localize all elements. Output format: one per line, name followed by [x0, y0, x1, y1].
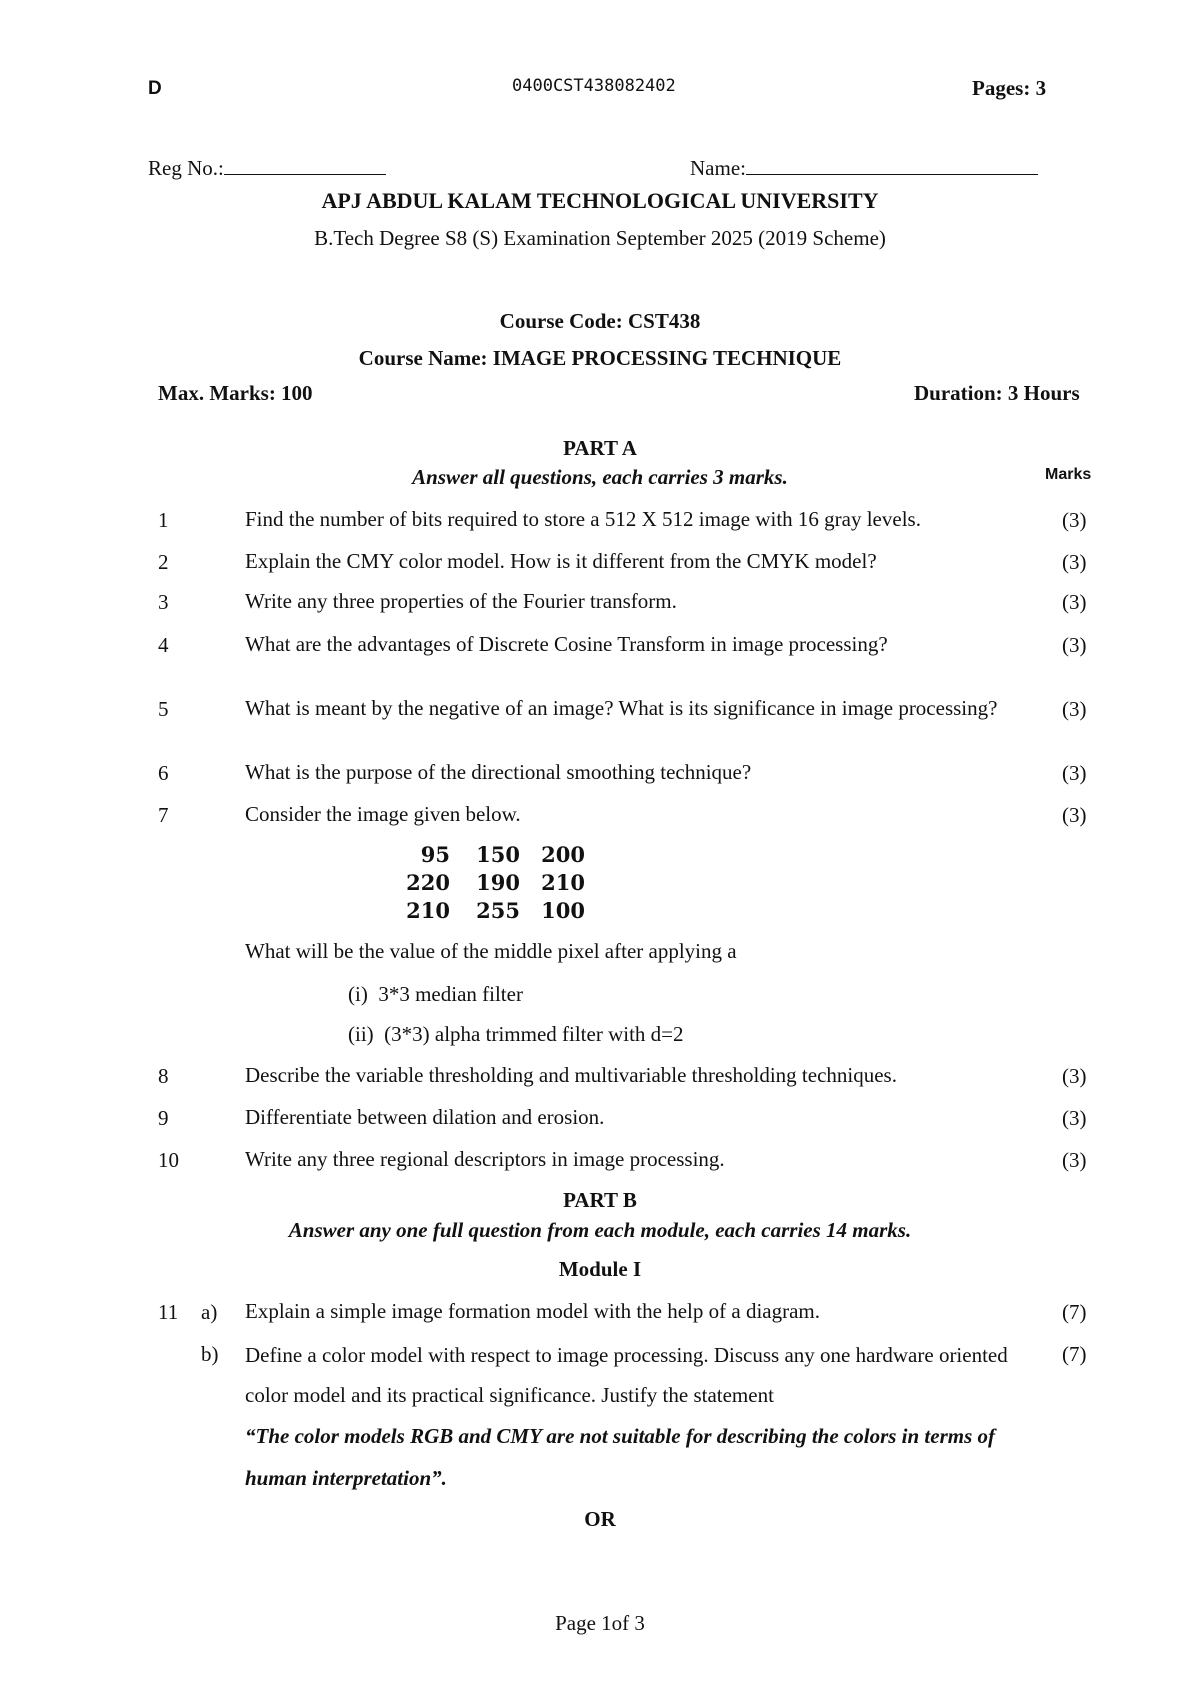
reg-no-label: Reg No.: [148, 156, 224, 180]
option-label: (ii) [348, 1022, 374, 1046]
paper-code: 0400CST438082402 [512, 76, 676, 96]
max-marks: Max. Marks: 100 [158, 381, 313, 405]
question-marks: (3) [1062, 697, 1087, 721]
subpart-b-quote: “The color models RGB and CMY are not suitable for describing the colors in terms of human interpretation”. [245, 1424, 996, 1490]
q7-option-2 [348, 1022, 684, 1047]
question-text: Describe the variable thresholding and multivariable thresholding techniques. [245, 1063, 897, 1087]
question-marks: (3) [1062, 508, 1087, 532]
subpart-b-text: Define a color model with respect to image processing. Discuss any one hardware oriented color model and its practical significance. Justify the statement [245, 1343, 1008, 1407]
subpart-a-marks: (7) [1062, 1300, 1087, 1324]
matrix-cell: 220 [406, 870, 450, 895]
page-footer: Page 1of 3 [555, 1611, 645, 1635]
question-marks: (3) [1062, 1148, 1087, 1172]
course-name: Course Name: IMAGE PROCESSING TECHNIQUE [358, 346, 842, 370]
question-text: Explain the CMY color model. How is it different from the CMYK model? [245, 549, 877, 573]
q7-option-1 [348, 982, 523, 1007]
subpart-a-text: Explain a simple image formation model with the help of a diagram. [245, 1299, 821, 1323]
option-text: (3*3) alpha trimmed filter with d=2 [384, 1022, 684, 1046]
question-marks: (3) [1062, 803, 1087, 827]
question-number: 1 [158, 508, 169, 532]
reg-no-line [224, 154, 386, 175]
question-marks: (3) [1062, 550, 1087, 574]
q7-followup: What will be the value of the middle pixel after applying a [245, 939, 737, 963]
question-number: 5 [158, 697, 169, 721]
part-b-title: PART B [563, 1188, 637, 1212]
module-title: Module I [558, 1257, 642, 1281]
question-marks: (3) [1062, 590, 1087, 614]
question-number: 7 [158, 803, 169, 827]
matrix-cell: 100 [541, 898, 585, 923]
question-text: Write any three properties of the Fourier transform. [245, 589, 677, 613]
part-a-instruction: Answer all questions, each carries 3 marks. [412, 465, 788, 489]
question-text: What is the purpose of the directional smoothing technique? [245, 760, 752, 784]
course-code: Course Code: CST438 [499, 309, 701, 333]
question-marks: (3) [1062, 1064, 1087, 1088]
question-text: Differentiate between dilation and erosion. [245, 1105, 605, 1129]
subpart-b-marks: (7) [1062, 1342, 1087, 1366]
subpart-b-label: b) [201, 1342, 219, 1366]
subpart-a-label: a) [201, 1300, 218, 1324]
question-text: Consider the image given below. [245, 802, 521, 826]
name-label: Name: [690, 156, 746, 180]
question-number: 10 [158, 1148, 179, 1172]
name-field [690, 154, 1038, 181]
matrix-cell: 255 [476, 898, 520, 923]
option-text: 3*3 median filter [378, 982, 523, 1006]
matrix-cell: 210 [406, 898, 450, 923]
name-line [746, 154, 1038, 175]
set-code: D [148, 78, 162, 99]
question-text: What are the advantages of Discrete Cosine Transform in image processing? [245, 632, 888, 656]
matrix-cell: 200 [541, 842, 585, 867]
question-number: 6 [158, 761, 169, 785]
page-count: Pages: 3 [972, 76, 1047, 100]
reg-no-field [148, 154, 386, 181]
question-number: 9 [158, 1106, 169, 1130]
question-text: Write any three regional descriptors in image processing. [245, 1147, 725, 1171]
question-marks: (3) [1062, 633, 1087, 657]
question-marks: (3) [1062, 761, 1087, 785]
matrix-cell: 95 [420, 842, 450, 867]
part-b-instruction: Answer any one full question from each module, each carries 14 marks. [288, 1218, 912, 1242]
duration: Duration: 3 Hours [914, 381, 1080, 405]
question-number: 4 [158, 633, 169, 657]
question-text: What is meant by the negative of an image? What is its significance in image processing? [245, 696, 998, 720]
question-number: 2 [158, 550, 169, 574]
matrix-cell: 210 [541, 870, 585, 895]
option-label: (i) [348, 982, 368, 1006]
matrix-cell: 190 [476, 870, 520, 895]
question-number: 11 [158, 1300, 179, 1324]
question-text: Find the number of bits required to store a 512 X 512 image with 16 gray levels. [245, 507, 921, 531]
question-marks: (3) [1062, 1106, 1087, 1130]
part-a-title: PART A [563, 436, 637, 460]
question-number: 3 [158, 590, 169, 614]
university-name: APJ ABDUL KALAM TECHNOLOGICAL UNIVERSITY [321, 188, 879, 213]
question-number: 8 [158, 1064, 169, 1088]
exam-title: B.Tech Degree S8 (S) Examination September 2025 (2019 Scheme) [314, 226, 886, 250]
matrix-cell: 150 [476, 842, 520, 867]
marks-header: Marks [1045, 466, 1092, 483]
or-separator: OR [584, 1507, 616, 1531]
